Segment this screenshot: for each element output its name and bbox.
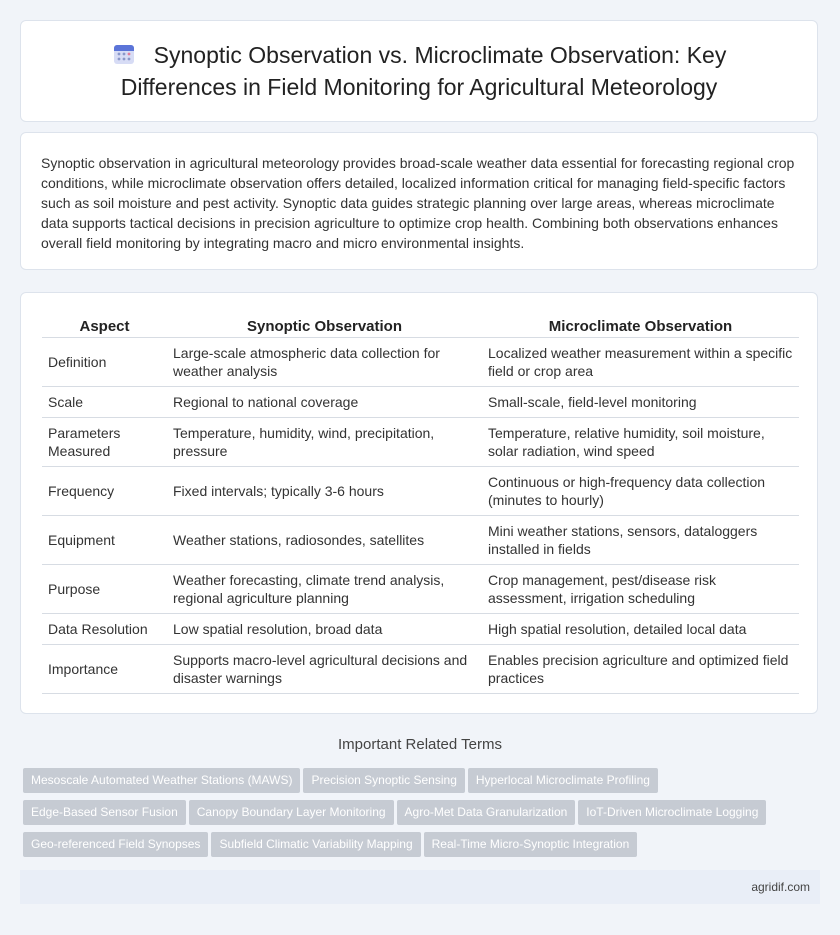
related-terms-list xyxy=(23,768,813,864)
aspect-cell: Data Resolution xyxy=(42,614,167,645)
page-title-block xyxy=(69,41,769,102)
microclimate-cell: Crop management, pest/disease risk assessment, irrigation scheduling xyxy=(482,565,799,614)
table-row xyxy=(42,645,799,694)
microclimate-cell: Enables precision agriculture and optimized field practices xyxy=(482,645,799,694)
page-title: Synoptic Observation vs. Microclimate Observation: Key Differences in Field Monitoring for Agricultural Meteorology xyxy=(120,41,727,100)
synoptic-cell: Regional to national coverage xyxy=(167,387,482,418)
footer xyxy=(20,870,820,904)
microclimate-cell: Continuous or high-frequency data collection (minutes to hourly) xyxy=(482,467,799,516)
column-header-synoptic: Synoptic Observation xyxy=(167,315,482,338)
table-row xyxy=(42,565,799,614)
microclimate-cell: Localized weather measurement within a specific field or crop area xyxy=(482,338,799,387)
microclimate-cell: High spatial resolution, detailed local data xyxy=(482,614,799,645)
table-row xyxy=(42,614,799,645)
aspect-cell: Definition xyxy=(42,338,167,387)
related-term-tag[interactable]: Hyperlocal Microclimate Profiling xyxy=(468,768,658,793)
related-term-tag[interactable]: Agro-Met Data Granularization xyxy=(397,800,576,825)
column-header-aspect: Aspect xyxy=(42,315,167,338)
table-header-row xyxy=(42,315,799,338)
column-header-microclimate: Microclimate Observation xyxy=(482,315,799,338)
aspect-cell: Importance xyxy=(42,645,167,694)
synoptic-cell: Fixed intervals; typically 3-6 hours xyxy=(167,467,482,516)
related-term-tag[interactable]: Real-Time Micro-Synoptic Integration xyxy=(424,832,638,857)
table-row xyxy=(42,418,799,467)
table-row xyxy=(42,516,799,565)
microclimate-cell: Small-scale, field-level monitoring xyxy=(482,387,799,418)
synoptic-cell: Temperature, humidity, wind, precipitation, pressure xyxy=(167,418,482,467)
aspect-cell: Purpose xyxy=(42,565,167,614)
related-term-tag[interactable]: Precision Synoptic Sensing xyxy=(303,768,464,793)
table-row xyxy=(42,338,799,387)
footer-site-link[interactable]: agridif.com xyxy=(751,880,810,894)
aspect-cell: Parameters Measured xyxy=(42,418,167,467)
comparison-table xyxy=(42,315,799,694)
title-card xyxy=(20,20,818,122)
intro-paragraph: Synoptic observation in agricultural meteorology provides broad-scale weather data essential for forecasting regional crop conditions, while microclimate observation offers detailed, localized information critical for managing field-specific factors such as soil moisture and pest activity. Synoptic data guides strategic planning over large areas, whereas microclimate data supports tactical decisions in precision agriculture to optimize crop health. Combining both observations enhances overall field monitoring by integrating macro and micro environmental insights. xyxy=(41,155,795,251)
comparison-card xyxy=(20,292,818,714)
related-terms-heading: Important Related Terms xyxy=(338,736,502,753)
related-term-tag[interactable]: Canopy Boundary Layer Monitoring xyxy=(189,800,394,825)
synoptic-cell: Weather stations, radiosondes, satellites xyxy=(167,516,482,565)
aspect-cell: Equipment xyxy=(42,516,167,565)
aspect-cell: Frequency xyxy=(42,467,167,516)
intro-card xyxy=(20,132,818,270)
related-term-tag[interactable]: Edge-Based Sensor Fusion xyxy=(23,800,186,825)
aspect-cell: Scale xyxy=(42,387,167,418)
synoptic-cell: Low spatial resolution, broad data xyxy=(167,614,482,645)
synoptic-cell: Large-scale atmospheric data collection for weather analysis xyxy=(167,338,482,387)
microclimate-cell: Mini weather stations, sensors, dataloggers installed in fields xyxy=(482,516,799,565)
table-row xyxy=(42,467,799,516)
table-row xyxy=(42,387,799,418)
related-term-tag[interactable]: Subfield Climatic Variability Mapping xyxy=(211,832,420,857)
synoptic-cell: Weather forecasting, climate trend analysis, regional agriculture planning xyxy=(167,565,482,614)
related-term-tag[interactable]: IoT-Driven Microclimate Logging xyxy=(578,800,766,825)
related-term-tag[interactable]: Mesoscale Automated Weather Stations (MAWS) xyxy=(23,768,300,793)
microclimate-cell: Temperature, relative humidity, soil moisture, solar radiation, wind speed xyxy=(482,418,799,467)
related-term-tag[interactable]: Geo-referenced Field Synopses xyxy=(23,832,208,857)
calendar-icon xyxy=(112,42,136,73)
synoptic-cell: Supports macro-level agricultural decisions and disaster warnings xyxy=(167,645,482,694)
